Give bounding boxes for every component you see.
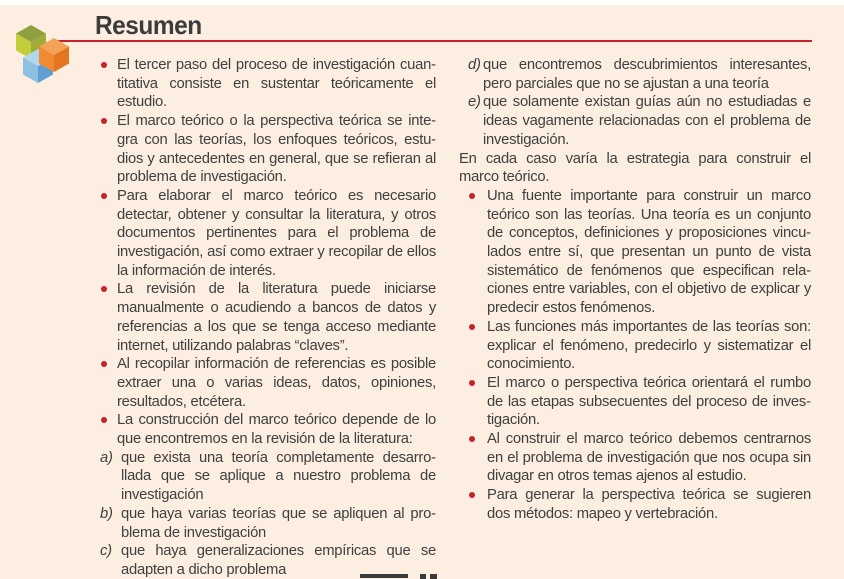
item-text: El tercer paso del proceso de investigación cuantitativa consiste en sustentar teóricamente el estudio. [117, 57, 436, 111]
text-fragment-bar [420, 574, 426, 579]
summary-bullet-item [100, 112, 436, 187]
left-column [100, 56, 436, 579]
bullet-dot-icon [101, 62, 107, 68]
clipped-bottom-text-fragment [0, 574, 844, 579]
text-fragment-bar [360, 574, 408, 578]
bullet-dot-icon [101, 193, 107, 199]
top-white-strip [0, 0, 844, 5]
summary-bullet-item [100, 411, 436, 448]
item-text: El marco o perspectiva teórica orientará el rumbo de las etapas subsecuentes del proceso de investigación. [487, 374, 811, 429]
summary-bullet-item [459, 374, 811, 430]
item-text: que haya generalizaciones empíricas que se adapten a dicho problema [121, 543, 436, 578]
item-text: que haya varias teorías que se apliquen al problema de investigación [121, 505, 436, 541]
publisher-cubes-logo [4, 8, 99, 93]
summary-bullet-item [459, 430, 811, 486]
item-text: El marco teórico o la perspectiva teórica se integra con las teorías, los enfoques teóricos, estudios y antecedentes en general, que se refieran al problema de investigación. [117, 113, 436, 186]
text-fragment-bar [430, 574, 437, 579]
summary-bullet-item [100, 355, 436, 411]
item-text: Las funciones más importantes de las teorías son: explicar el fenómeno, predecirlo y sistematizar el conocimiento. [487, 318, 811, 373]
item-text: que solamente existan guías aún no estudiadas e ideas vagamente relacionadas con el problema de investigación. [483, 94, 811, 148]
item-text: Una fuente importante para construir un marco teórico son las teorías. Una teoría es un conjunto de conceptos, definiciones y proposiciones vinculados entre sí, que presentan un punto de vista sistemático de fenómenos que especifican relaciones entre variables, con el objetivo de explicar y predecir estos fenómenos. [487, 187, 811, 317]
item-text: Al construir el marco teórico debemos centrarnos en el problema de investigación que nos ocupa sin divagar en otros temas ajenos al estudio. [487, 431, 811, 485]
item-text: Para generar la perspectiva teórica se sugieren dos métodos: mapeo y vertebración. [487, 487, 811, 522]
item-letter-label: c) [100, 543, 112, 560]
summary-bullet-item [100, 280, 436, 355]
summary-bullet-item [459, 187, 811, 318]
item-text: La construcción del marco teórico depende de lo que encontremos en la revisión de la literatura: [117, 412, 436, 448]
item-text: En cada caso varía la estrategia para construir el marco teórico. [459, 150, 811, 186]
lettered-subitem [459, 56, 811, 93]
item-letter-label: d) [468, 57, 481, 73]
item-text: La revisión de la literatura puede iniciarse manualmente o acudiendo a bancos de datos y referencias a los que se tenga acceso mediante internet, utilizando palabras “claves”. [117, 281, 436, 354]
item-text: Para elaborar el marco teórico es necesario detectar, obtener y consultar la literatura, y otros documentos pertinentes para el problema de investigación, así como extraer y recopilar de ellos la información de interés. [117, 187, 436, 279]
summary-bullet-item [459, 486, 811, 523]
right-column [459, 56, 811, 524]
summary-bullet-item [100, 187, 436, 281]
item-letter-label: b) [100, 505, 113, 522]
summary-bullet-item [459, 318, 811, 374]
item-text: Al recopilar información de referencias es posible extraer una o varias ideas, datos, opiniones, resultados, etcétera. [117, 356, 436, 410]
lettered-subitem [100, 505, 436, 542]
lettered-subitem [100, 449, 436, 505]
item-letter-label: a) [100, 449, 113, 466]
item-letter-label: e) [468, 94, 481, 111]
summary-bullet-item [100, 56, 436, 112]
bullet-dot-icon [469, 380, 475, 386]
title-rule [57, 40, 812, 42]
paragraph-item [459, 150, 811, 187]
item-text: que encontremos descubrimientos interesantes, pero parciales que no se ajustan a una teoría [483, 57, 811, 92]
bullet-dot-icon [469, 193, 475, 199]
section-title: Resumen [95, 10, 202, 40]
item-text: que exista una teoría completamente desarrollada que se aplique a nuestro problema de investigación [121, 449, 436, 504]
lettered-subitem [459, 93, 811, 149]
bullet-dot-icon [469, 324, 475, 330]
